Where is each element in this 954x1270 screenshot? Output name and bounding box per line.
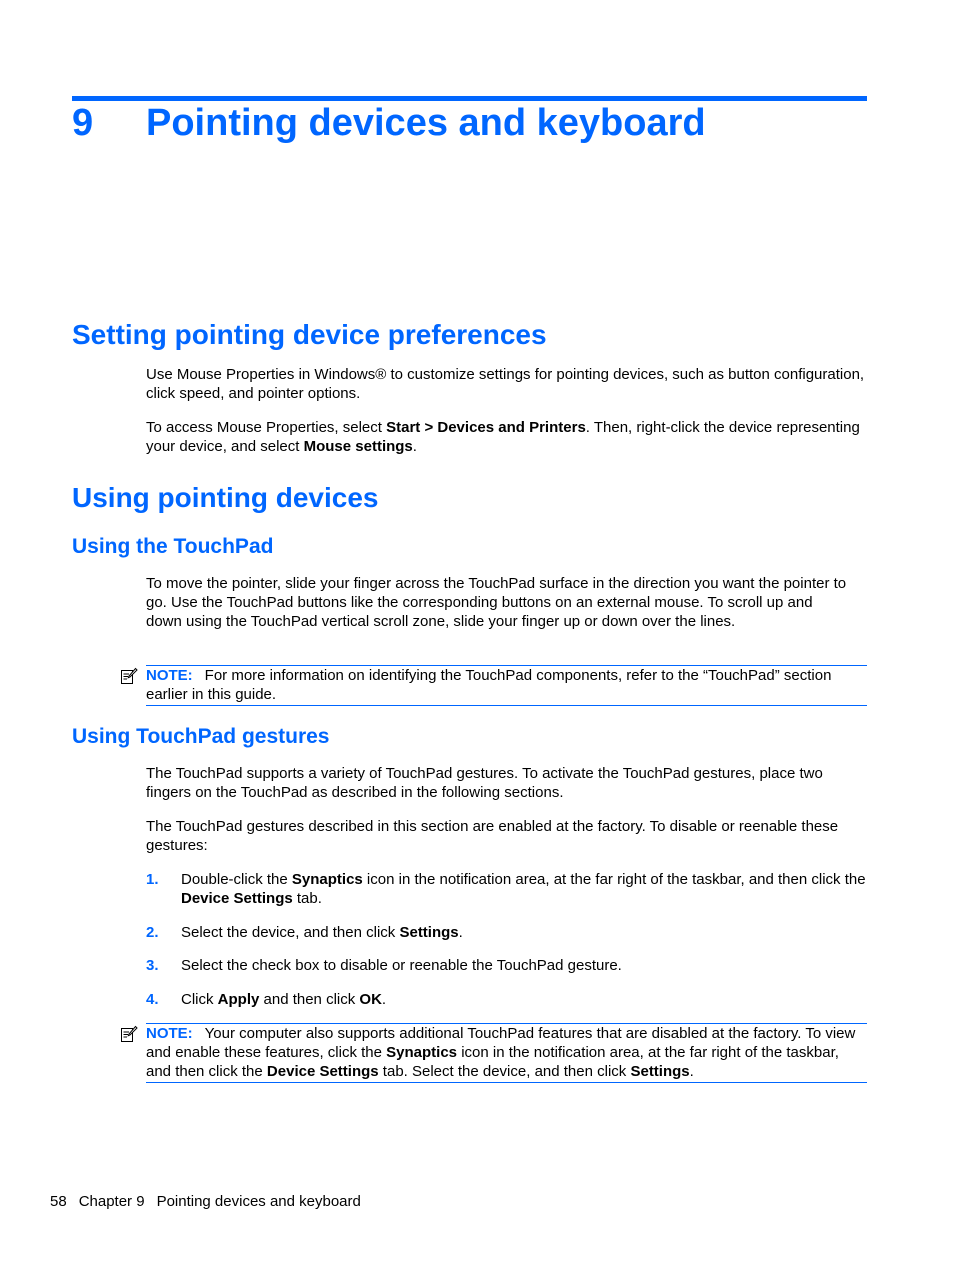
- step-number: 3.: [146, 957, 159, 974]
- page-number: 58: [50, 1193, 67, 1210]
- chapter-number: 9: [72, 102, 94, 144]
- note-label: NOTE:: [146, 667, 193, 684]
- touchpad-paragraph: To move the pointer, slide your finger across the TouchPad surface in the direction you want the pointer to go. Use the TouchPad buttons like the corresponding buttons on an external mouse. To scroll up and down using the TouchPad vertical scroll zone, slide your finger up or down over the lines.: [146, 575, 847, 630]
- heading-using-touchpad: Using the TouchPad: [72, 535, 274, 558]
- note-icon: [120, 1025, 138, 1043]
- footer-title: Pointing devices and keyboard: [156, 1193, 361, 1210]
- step-text: Click Apply and then click OK.: [181, 991, 387, 1008]
- chapter-title: Pointing devices and keyboard: [146, 102, 706, 144]
- note-label: NOTE:: [146, 1025, 193, 1042]
- heading-using-pointing-devices: Using pointing devices: [72, 482, 379, 513]
- step-text: Double-click the Synaptics icon in the notification area, at the far right of the taskbar, and then click the Device Settings tab.: [181, 871, 866, 907]
- step-text: Select the device, and then click Settings.: [181, 924, 463, 941]
- gestures-paragraph-1: The TouchPad supports a variety of TouchPad gestures. To activate the TouchPad gestures, place two fingers on the TouchPad as described in the following sections.: [146, 765, 823, 801]
- heading-touchpad-gestures: Using TouchPad gestures: [72, 725, 330, 748]
- page-footer: [50, 1192, 373, 1211]
- note-gestures: NOTE: Your computer also supports additional TouchPad features that are disabled at the factory. To view and enable these features, click the Synaptics icon in the notification area, at the far right of the taskbar, and then click the Device Settings tab. Select the device, and then click Settings.: [146, 1023, 867, 1083]
- heading-preferences: Setting pointing device preferences: [72, 319, 547, 350]
- step-number: 1.: [146, 871, 159, 888]
- step-number: 4.: [146, 991, 159, 1008]
- note-text: For more information on identifying the TouchPad components, refer to the “TouchPad” section earlier in this guide.: [146, 667, 832, 703]
- footer-chapter: Chapter 9: [78, 1193, 145, 1210]
- note-icon: [120, 667, 138, 685]
- step-number: 2.: [146, 924, 159, 941]
- gestures-paragraph-2: The TouchPad gestures described in this section are enabled at the factory. To disable or reenable these gestures:: [146, 818, 839, 854]
- preferences-paragraph-1: Use Mouse Properties in Windows® to customize settings for pointing devices, such as button configuration, click speed, and pointer options.: [146, 366, 865, 402]
- step-text: Select the check box to disable or reenable the TouchPad gesture.: [181, 957, 622, 974]
- preferences-paragraph-2: To access Mouse Properties, select Start > Devices and Printers. Then, right-click the device representing your device, and select Mouse settings.: [146, 419, 860, 455]
- note-touchpad: [146, 665, 867, 706]
